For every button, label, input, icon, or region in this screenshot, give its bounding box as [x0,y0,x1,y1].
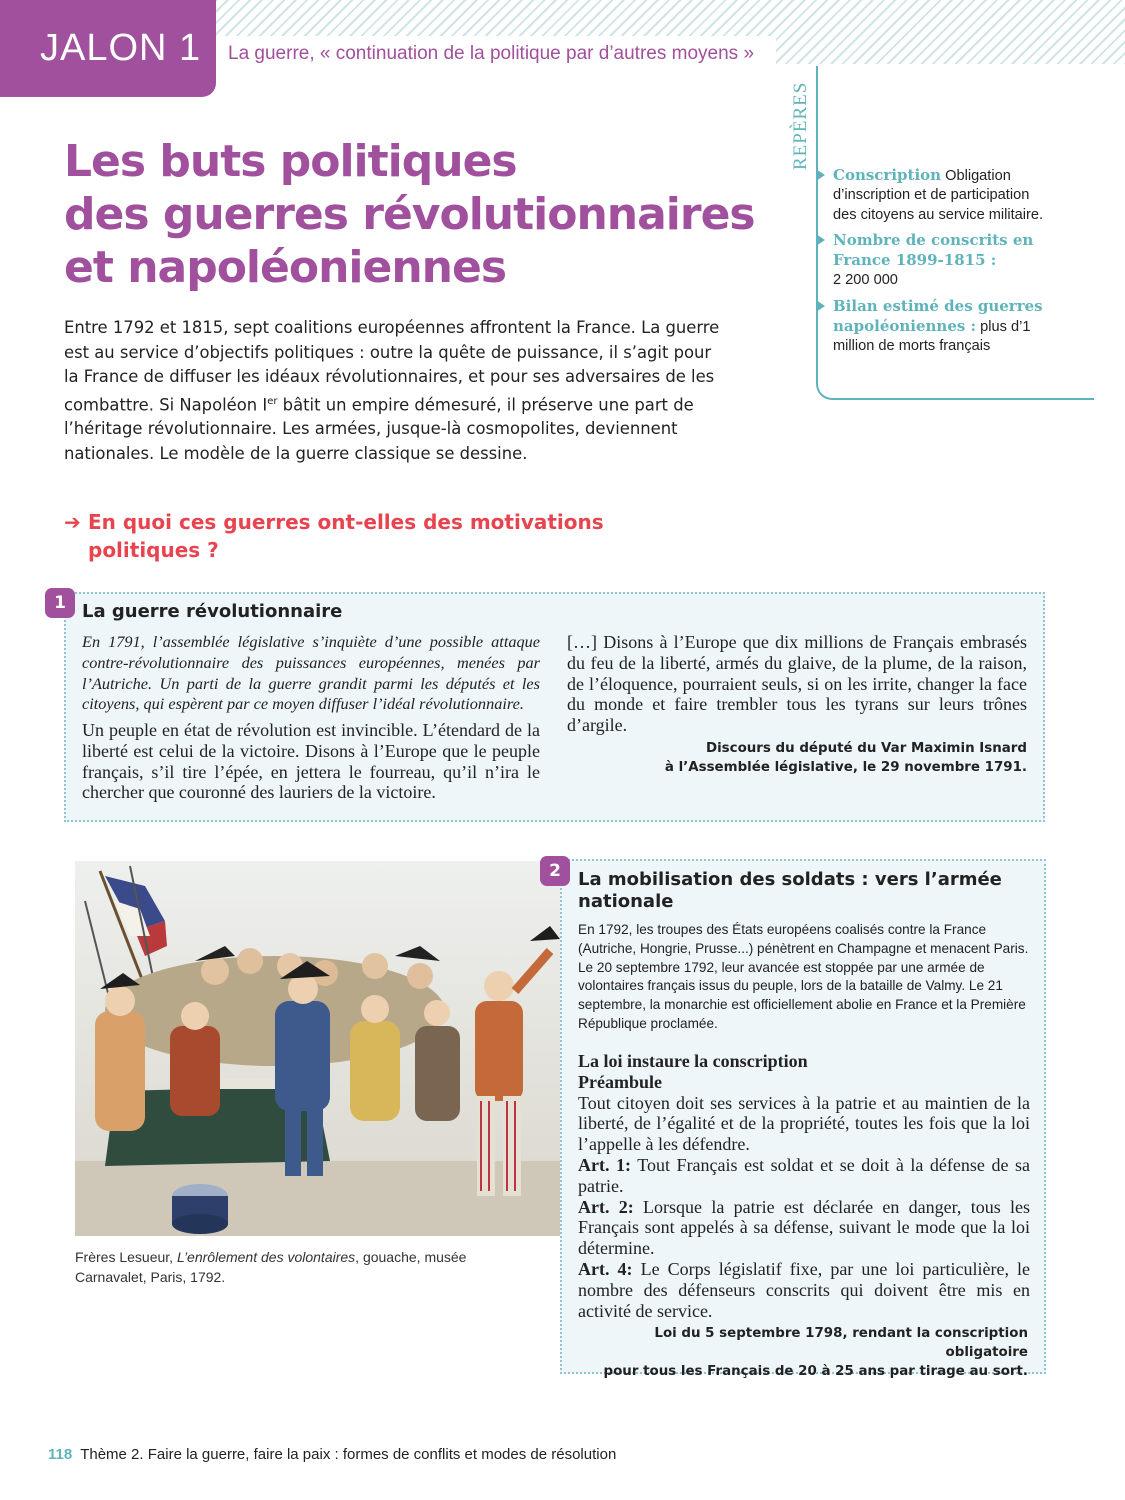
chapter-subtitle: La guerre, « continuation de la politique par d’autres moyens » [216,36,776,74]
document-1-quote-left: Un peuple en état de révolution est invincible. L’étendard de la liberté est celui de la victoire. Disons à l’Europe que le peuple français, s’il tire l’épée, en jettera le fourreau, qu’il n’ira le chercher que couronné des lauriers de la victoire. [82,720,540,803]
reperes-label: REPÈRES [790,81,811,170]
article-text: Lorsque la patrie est déclarée en danger, tous les Français sont appelés à sa défense, suivant le mode que la loi détermine. [578,1196,1030,1259]
document-1-intro: En 1791, l’assemblée législative s’inquiète d’une possible attaque contre-révolutionnaire des puissances européennes, menées par l’Autriche. Un parti de la guerre grandit parmi les députés et les citoyens, qui espèrent par ce moyen diffuser l’idéal révolutionnaire. [82,632,540,714]
reperes-item [833,231,1048,291]
law-title: La loi instaure la conscription [578,1051,808,1071]
question-text: En quoi ces guerres ont-elles des motivations politiques ? [88,510,604,562]
document-1-number: 1 [45,588,75,618]
arrow-right-icon: ➔ [64,510,81,534]
page-title [64,135,764,294]
reperes-term: Nombre de conscrits en France 1899-1815 : [833,230,1034,270]
preamble-title: Préambule [578,1071,662,1092]
preamble-text: Tout citoyen doit ses services à la patrie et au maintien de la liberté, de l’égalité et de la propriété, toutes les fois que la loi l’appelle à les défendre. [578,1092,1030,1155]
jalon-badge: JALON 1 [0,0,216,97]
reperes-list [833,166,1048,363]
footer-theme: Thème 2. Faire la guerre, faire la paix : formes de conflits et modes de résolution [80,1446,617,1463]
source-line: Loi du 5 septembre 1798, rendant la conscription obligatoire [654,1326,1028,1360]
caption-rest: , gouache, musée Carnavalet, Paris, 1792. [75,1249,467,1285]
triangle-bullet-icon [816,169,825,181]
document-1-source [567,739,1027,777]
document-2-law [578,1051,1030,1321]
reperes-definition: 2 200 000 [833,272,898,289]
reperes-item [833,297,1048,357]
title-line-1: Les buts politiques [64,136,517,187]
article-2 [578,1197,1030,1259]
document-1-quote-right: […] Disons à l’Europe que dix millions de Français embrasés du feu de la liberté, armés du glaive, de la plume, de la raison, de l’éloquence, pourraient seuls, si on les irrite, changer la face du monde et faire trembler tous les tyrans sur leurs trônes d’argile. [567,632,1027,736]
document-2-intro: En 1792, les troupes des États européens coalisés contre la France (Autriche, Hongrie, Prusse...) pénètrent en Champagne et menacent Paris. Le 20 septembre 1792, leur avancée est stoppée par une armée de volontaires français issus du peuple, lors de la bataille de Valmy. Le 21 septembre, la monarchie est officiellement abolie en France et la Première République proclamée. [578,922,1029,1031]
intro-part-1: Entre 1792 et 1815, sept coalitions européennes affrontent la France. La guerre est au service d’objectifs politiques : outre la quête de puissance, il s’agit pour la France de diffuser les idéaux révolutionnaires, et pour ses adversaires de les combattre. Si Napoléon I [64,318,720,414]
reperes-term: Bilan estimé des guerres napoléoniennes : [833,296,1043,336]
caption-author: Frères Lesueur, [75,1249,177,1265]
title-line-3: et napoléoniennes [64,242,507,293]
source-line: à l’Assemblée législative, le 29 novembre 1791. [664,760,1027,775]
document-2-number: 2 [540,856,570,886]
caption-title: L’enrôlement des volontaires [176,1249,356,1265]
article-text: Tout Français est soldat et se doit à la défense de sa patrie. [578,1154,1030,1196]
reperes-definition: Obligation d’inscription et de participation des citoyens au service militaire. [833,168,1044,223]
intro-paragraph [64,316,724,466]
triangle-bullet-icon [816,234,825,246]
reperes-definition: plus d’1 million de morts français [833,319,1031,355]
reperes-term: Conscription [833,166,942,184]
painting-enrolement-volontaires [75,861,560,1236]
article-label: Art. 1: [578,1154,632,1175]
source-line: Discours du député du Var Maximin Isnard [705,741,1027,756]
painting-image [75,861,560,1236]
triangle-bullet-icon [816,300,825,312]
document-2-source [578,1324,1028,1381]
article-4 [578,1259,1030,1321]
title-line-2: des guerres révolutionnaires [64,189,755,240]
source-line: pour tous les Français de 20 à 25 ans par tirage au sort. [603,1364,1028,1379]
document-2-title: La mobilisation des soldats : vers l’armée nationale [578,869,1002,912]
page-number: 118 [48,1446,73,1463]
intro-sup: er [267,395,278,407]
problem-question [64,508,684,564]
intro-part-2: bâtit un empire démesuré, il préserve une part de l’héritage révolutionnaire. Les armées, jusque-là cosmopolites, deviennent nationales. Le modèle de la guerre classique se dessine. [64,394,694,463]
article-label: Art. 2: [578,1196,634,1217]
painting-caption [75,1247,495,1287]
article-label: Art. 4: [578,1258,633,1279]
article-text: Le Corps législatif fixe, par une loi particulière, le nombre des défenseurs conscrits qui doivent être mis en activité de service. [578,1258,1030,1321]
article-1 [578,1155,1030,1197]
page-footer [48,1446,616,1463]
document-1-title: La guerre révolutionnaire [82,601,343,622]
reperes-item [833,166,1048,225]
